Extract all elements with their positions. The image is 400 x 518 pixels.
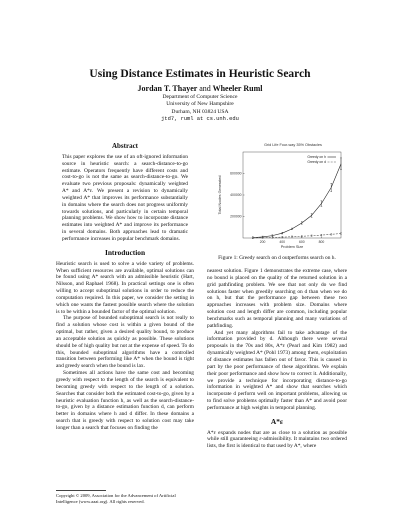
series-line [253,233,341,237]
y-axis-label: Total Nodes Generated [218,175,222,215]
figure-1 [207,138,347,258]
author-conjunction: and [199,84,211,93]
left-column [56,143,194,432]
footnote-block [56,490,194,505]
intro-paragraph: Heuristic search is used to solve a wide variety of problems. When sufficient resources are available, optimal solutions can be found using A* search with an admissible heuristic (Hart, Nilsson, and Raphael 1968). In practical settings one is often willing to accept suboptimal solutions in order to reduce the computation required. In this paper, we consider the setting in which one wants the fastest possible search where the solution is to be within a bounded factor of the optimal solution. [56,260,194,315]
x-axis-label: Problem Size [280,245,304,249]
y-tick-label: 400000 [230,193,242,198]
intro-paragraph: Sometimes all actions have the same cost and becoming greedy with respect to the length of the search is equivalent to becoming greedy with respect to the length of a solution. Searches that consider both the estimated cost-to-go, given by a heuristic evaluation function h, as well as the search-distance-to-go, given by a distance estimation function d, can perform better in domains where h and d differ. In these domains a search that is greedy with respect to solution cost may take longer than a search that focuses on finding the [56,370,194,431]
abstract-text: This paper explores the use of an oft-ignored information source in heuristic search: a search-distance-to-go estimate. Operators frequently have different costs and cost-to-go is not the same as search-distance-to-go. We evaluate two previous proposals: dynamically weighted A* and A*ε. We present a revision to dynamically weighted A* that improves its performance substantially in domains where the search does not progress uniformly towards solutions, and particularly in certain temporal planning problems. We show how to incorporate distance estimates into weighted A* and improve its performance in several domains. Both approaches lead to dramatic performance increases in popular benchmark domains. [62,153,188,242]
abstract-heading: Abstract [111,142,139,150]
paper-title: Using Distance Estimates in Heuristic Search [89,68,311,80]
astar-eps-heading: A*ε [270,416,284,426]
intro-heading: Introduction [104,247,146,257]
author-name: Jordan T. Thayer [137,84,198,93]
body-paragraph: nearest solution. Figure 1 demonstrates the extreme case, where no bound is placed on the quality of the returned solution in a grid pathfinding problem. We see that not only do we find solutions faster when greedily searching on d than when we do on h, but that the performance gap between these two approaches increases with problem size. Domains where solution cost and length differ are common, including popular benchmarks such as temporal planning and many variations of pathfinding. [207,268,347,329]
figure-caption: Figure 1: Greedy search on d outperforms search on h. [218,255,336,261]
legend-entry-label: Greedy on h [307,155,326,160]
author-line [0,84,400,93]
series-layer [252,158,342,239]
series-line [253,164,341,238]
y-tick-label: 600000 [230,171,242,176]
figure-chart [207,138,347,258]
x-tick-label: 600 [298,240,305,244]
affiliation-line: Department of Computer Science [162,94,238,100]
y-axis-ticks [230,172,244,219]
x-tick-label: 400 [279,240,286,244]
right-column [207,268,347,450]
body-paragraph: And yet many algorithms fail to take advantage of the information provided by d. Although there were several proposals in the 70s and 80s, A*ε (Pearl and Kim 1982) and dynamically weighted A* (Pohl 1973) among them, exploitation of distance estimates has fallen out of favor. This is caused in part by the poor performance of these algorithms. We explain their poor performance and show how to correct it. Additionally, we provide a technique for incorporating distance-to-go information in weighted A* and show that searches which incorporate d perform well on important problems, allowing us to find solve problems optimally faster than A* and avoid poor performance at high weights in temporal planning. [207,329,347,411]
x-tick-label: 200 [259,240,266,244]
x-tick-label: 800 [318,240,325,244]
y-tick-label: 200000 [230,214,242,219]
chart-title: Grid Life Four-way 35% Obstacles [264,143,322,147]
legend-entry-label: Greedy on d [307,160,326,165]
footnote-rule [56,490,106,491]
affiliation-line: University of New Hampshire [166,101,234,108]
body-paragraph: A*ε expands nodes that are as close to a solution as possible while still guaranteeing ε-admissibility. It maintains two ordered lists, the first is identical to that used by A*, where [207,429,347,450]
author-email: jtd7, ruml at cs.unh.edu [161,115,239,122]
affiliation-block [0,94,400,123]
author-name: Wheeler Ruml [212,84,263,93]
chart-legend [307,155,336,164]
affiliation-line: Durham, NH 03824 USA [171,108,229,115]
intro-paragraph: The purpose of bounded suboptimal search is not really to find a solution whose cost is within a given bound of the optimal, but rather, given a desired quality bound, to produce an acceptable solution as quickly as possible. These solutions should be of high quality but not at the expense of speed. To do this, bounded suboptimal algorithms have a controlled transition between performing like A* when the bound is tight and greedy search when the bound is lax. [56,315,194,370]
copyright-footnote: Copyright © 2009, Association for the Advancement of Artificial Intelligence (www.aaai.org). All rights reserved. [56,493,176,504]
